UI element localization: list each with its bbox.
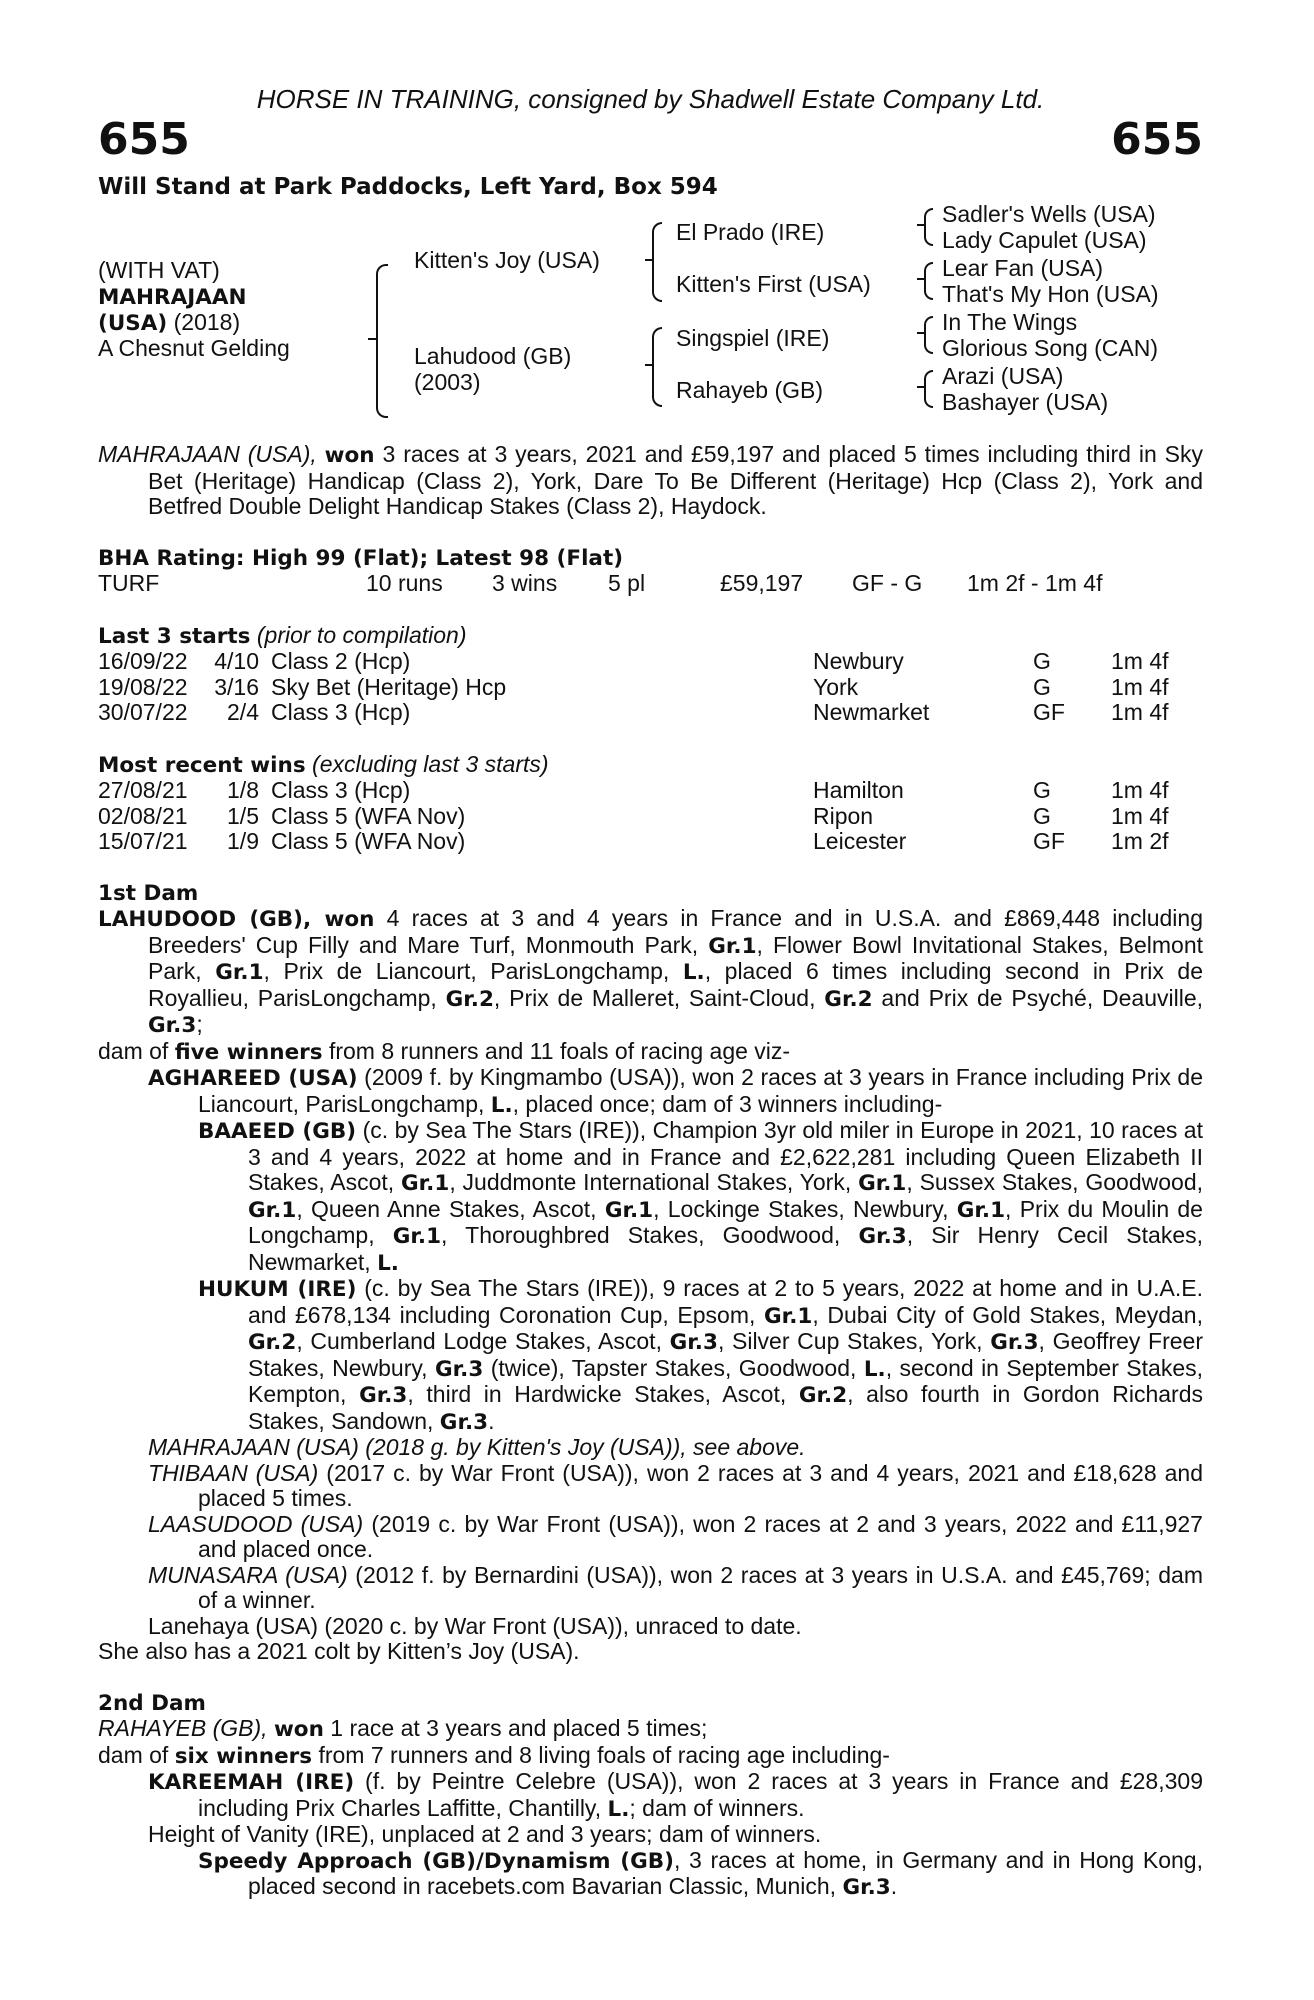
produce-text: ; dam of winners.	[629, 1794, 805, 1821]
win-race: Class 5 (WFA Nov)	[271, 802, 466, 829]
runs: 10 runs	[366, 570, 443, 596]
last-3-note: (prior to compilation)	[256, 621, 467, 648]
race-summary	[98, 441, 1204, 520]
pedigree-brace	[376, 264, 388, 418]
recent-wins-heading	[98, 752, 1203, 779]
grade-label: Gr.3	[359, 1383, 408, 1408]
start-distance: 1m 4f	[1111, 699, 1169, 725]
start-position: 4/10	[214, 648, 259, 674]
listed-label: L.	[490, 1092, 513, 1118]
horse-name	[98, 284, 247, 311]
start-race: Class 2 (Hcp)	[271, 648, 411, 674]
last-3-heading	[98, 623, 1203, 650]
second-dam-text: 1 race at 3 years and placed 5 times;	[323, 1715, 708, 1741]
produce-text: (twice), Tapster Stakes, Goodwood,	[483, 1354, 864, 1381]
dam-of-text: dam of	[98, 1037, 175, 1064]
produce-mahrajaan	[148, 1434, 1203, 1461]
sire-sire: El Prado (IRE)	[676, 219, 825, 245]
first-dam-section	[98, 881, 1203, 1665]
dd-brace-tick	[917, 386, 925, 388]
win-race: Class 3 (Hcp)	[271, 777, 411, 803]
listed-label: L.	[607, 1796, 630, 1822]
dam-sire-dam: Glorious Song (CAN)	[942, 335, 1159, 361]
produce-name: BAAEED (GB)	[198, 1119, 357, 1144]
produce-text: , Geoffrey Freer Stakes, Newbury,	[248, 1328, 1203, 1381]
listed-label: L.	[863, 1356, 886, 1382]
produce-text: (f. by Peintre Celebre (USA)), won 2 races at 3 years in France and £28,309 including Prix Charles Laffitte, Chantilly,	[198, 1768, 1203, 1821]
distance: 1m 2f - 1m 4f	[967, 570, 1103, 596]
grade-label: Gr.1	[764, 1303, 813, 1329]
sire: Kitten's Joy (USA)	[414, 247, 600, 273]
first-dam-heading: 1st Dam	[98, 880, 199, 906]
produce-text: .	[488, 1407, 495, 1434]
start-position: 3/16	[214, 673, 259, 700]
prize: £59,197	[720, 570, 804, 596]
rating-section	[98, 546, 1203, 597]
table-row	[98, 778, 1203, 804]
turf-record	[98, 571, 1203, 597]
vat-label: (WITH VAT)	[98, 257, 220, 283]
dam-text: , Prix de Malleret, Saint-Cloud,	[493, 984, 825, 1011]
dam-of-text: from 8 runners and 11 foals of racing age viz-	[322, 1037, 791, 1064]
win-course: Ripon	[813, 802, 874, 829]
produce-text: , Thoroughbred Stakes, Goodwood,	[441, 1222, 859, 1248]
win-distance: 1m 2f	[1111, 828, 1169, 854]
win-course: Leicester	[813, 828, 907, 854]
dam-year: (2003)	[414, 369, 481, 395]
produce-name: MAHRAJAAN (USA)	[148, 1434, 359, 1460]
grade-label: Gr.3	[842, 1875, 891, 1900]
going: GF - G	[852, 570, 923, 596]
dam-text: , placed 6 times including second in Prix de Royallieu, ParisLongchamp,	[148, 958, 1204, 1011]
grade-label: Gr.2	[248, 1330, 297, 1355]
start-distance: 1m 4f	[1111, 673, 1169, 700]
table-row	[98, 829, 1203, 855]
produce-lanehaya: Lanehaya (USA) (2020 c. by War Front (USA)), unraced to date.	[148, 1612, 802, 1639]
produce-text: , Silver Cup Stakes, York,	[717, 1328, 991, 1354]
horse-name-text: MAHRAJAAN	[98, 285, 247, 310]
win-going: G	[1033, 777, 1051, 803]
produce-text: , Juddmonte International Stakes, York,	[449, 1169, 859, 1195]
dam-brace	[652, 327, 662, 407]
sire-brace-tick	[645, 259, 653, 261]
table-row	[98, 675, 1203, 701]
win-position: 1/5	[227, 802, 259, 829]
dam-dam-sire: Arazi (USA)	[942, 363, 1064, 389]
produce-text: , second in September Stakes, Kempton,	[248, 1354, 1204, 1407]
win-position: 1/8	[227, 777, 259, 803]
last-3-title: Last 3 starts	[98, 623, 251, 649]
win-going: GF	[1033, 828, 1065, 854]
produce-text: , Cumberland Lodge Stakes, Ascot,	[296, 1328, 670, 1354]
produce-baaeed	[198, 1117, 1203, 1276]
dam-text: and Prix de Psyché, Deauville,	[872, 984, 1204, 1011]
first-dam-record	[98, 905, 1204, 1039]
catalogue-page	[98, 84, 1203, 1901]
produce-thibaan	[148, 1459, 1203, 1512]
also-note: She also has a 2021 colt by Kitten’s Joy (USA).	[98, 1638, 580, 1664]
start-race: Sky Bet (Heritage) Hcp	[271, 673, 507, 700]
start-date: 19/08/22	[98, 673, 188, 700]
grade-label: Gr.2	[445, 986, 494, 1012]
produce-name: KAREEMAH (IRE)	[148, 1770, 355, 1795]
start-race: Class 3 (Hcp)	[271, 699, 411, 725]
produce-name: MUNASARA (USA)	[148, 1561, 348, 1588]
second-dam-section	[98, 1691, 1203, 1901]
win-distance: 1m 4f	[1111, 802, 1169, 829]
grade-label: Gr.1	[858, 1171, 907, 1196]
produce-height-of-vanity: Height of Vanity (IRE), unplaced at 2 and 3 years; dam of winners.	[148, 1821, 822, 1847]
dam-text: 4 races at 3 and 4 years in France and in U.S.A. and £869,448 including Breeders' Cup Filly and Mare Turf, Monmouth Park,	[148, 905, 1203, 958]
second-dam-heading: 2nd Dam	[98, 1690, 206, 1716]
summary-text: 3 races at 3 years, 2021 and £59,197 and placed 5 times including third in Sky Bet (Heritage) Handicap (Class 2), York, Dare To Be Different (Heritage) Hcp (Class 2), York and Betfred Double Delight Handicap Stakes (Class 2), Haydock.	[148, 441, 1204, 519]
grade-label: Gr.1	[215, 960, 264, 985]
ds-brace-tick	[917, 332, 925, 334]
produce-text: , Sussex Stakes, Goodwood,	[906, 1169, 1203, 1195]
ds-brace	[924, 316, 933, 354]
ss-brace	[924, 208, 933, 246]
recent-wins-note: (excluding last 3 starts)	[312, 750, 549, 777]
second-dam-produce	[98, 1743, 1203, 1770]
win-date: 02/08/21	[98, 802, 188, 829]
first-dam-produce	[98, 1039, 1203, 1066]
summary-horse-name: MAHRAJAAN (USA),	[98, 441, 317, 467]
grade-label: Gr.1	[392, 1224, 442, 1249]
produce-text: , also fourth in Gordon Richards Stakes, Sandown,	[248, 1381, 1204, 1434]
produce-munasara	[148, 1561, 1203, 1614]
dam-text: ;	[196, 1011, 203, 1037]
produce-name: AGHAREED (USA)	[148, 1066, 358, 1091]
grade-label: Gr.1	[248, 1197, 297, 1223]
produce-text: , Sir Henry Cecil Stakes, Newmarket,	[248, 1222, 1203, 1275]
surface: TURF	[98, 570, 160, 596]
win-going: G	[1033, 802, 1051, 829]
most-recent-wins	[98, 752, 1203, 855]
dd-brace	[924, 370, 933, 408]
produce-text: (c. by Sea The Stars (IRE)), Champion 3yr old miler in Europe in 2021, 10 races at 3 and 4 years, 2022 at home and in France and £2,622,281 including Queen Elizabeth II Stakes, Ascot,	[248, 1117, 1203, 1195]
produce-text: (2018 g. by Kitten's Joy (USA)), see above.	[358, 1434, 806, 1460]
grade-label: Gr.1	[708, 933, 757, 959]
win-race: Class 5 (WFA Nov)	[271, 828, 466, 854]
horse-description: A Chesnut Gelding	[98, 335, 290, 361]
lot-number-row	[98, 114, 1203, 166]
winners-count: six winners	[174, 1743, 313, 1769]
produce-text: , Prix du Moulin de Longchamp,	[248, 1195, 1203, 1248]
winners-count: five winners	[174, 1039, 323, 1065]
produce-name: THIBAAN (USA)	[148, 1459, 319, 1486]
second-dam-record	[98, 1716, 1203, 1743]
win-date: 27/08/21	[98, 777, 188, 803]
sire-sire-dam: Lady Capulet (USA)	[942, 227, 1147, 253]
grade-label: Gr.2	[824, 986, 873, 1012]
start-going: G	[1033, 648, 1051, 674]
table-row	[98, 700, 1203, 726]
start-course: Newbury	[813, 648, 904, 674]
produce-text: .	[890, 1873, 898, 1899]
start-date: 16/09/22	[98, 648, 188, 674]
start-distance: 1m 4f	[1111, 648, 1169, 674]
produce-text: (c. by Sea The Stars (IRE)), 9 races at 2 to 5 years, 2022 at home and in U.A.E. and £678,134 including Coronation Cup, Epsom,	[248, 1275, 1204, 1328]
produce-text: (2017 c. by War Front (USA)), won 2 races at 3 and 4 years, 2021 and £18,628 and placed 5 times.	[198, 1459, 1203, 1511]
win-distance: 1m 4f	[1111, 777, 1169, 803]
produce-hukum	[198, 1275, 1204, 1435]
first-dam-name: LAHUDOOD (GB), won	[98, 907, 375, 932]
listed-label: L.	[377, 1250, 399, 1276]
start-course: York	[813, 673, 859, 700]
horse-country-year	[98, 310, 240, 337]
lot-number-right: 655	[1111, 114, 1203, 165]
listed-label: L.	[682, 960, 705, 985]
start-position: 2/4	[227, 699, 259, 725]
pedigree	[98, 202, 1203, 420]
dam-text: , Prix de Liancourt, ParisLongchamp,	[263, 958, 683, 984]
produce-text: (2019 c. by War Front (USA)), won 2 races at 2 and 3 years, 2022 and £11,927 and placed once.	[198, 1510, 1203, 1562]
start-date: 30/07/22	[98, 699, 188, 725]
grade-label: Gr.1	[604, 1197, 654, 1223]
pedigree-brace-tick	[368, 338, 376, 340]
produce-text: , placed once; dam of 3 winners including-	[512, 1090, 943, 1117]
grade-label: Gr.1	[401, 1171, 450, 1196]
sd-brace	[924, 262, 933, 300]
produce-text: , third in Hardwicke Stakes, Ascot,	[407, 1381, 799, 1407]
dam-text: , Flower Bowl Invitational Stakes, Belmont Park,	[148, 931, 1203, 984]
produce-speedy-approach	[198, 1846, 1203, 1901]
second-dam-won: won	[273, 1717, 324, 1742]
consignor-line: HORSE IN TRAINING, consigned by Shadwell Estate Company Ltd.	[256, 84, 1045, 114]
sire-dam-sire: Lear Fan (USA)	[942, 255, 1104, 281]
start-course: Newmarket	[813, 699, 930, 725]
start-going: G	[1033, 673, 1051, 700]
grade-label: Gr.3	[990, 1330, 1039, 1355]
dam-sire: Singspiel (IRE)	[676, 325, 830, 351]
grade-label: Gr.3	[439, 1409, 489, 1435]
produce-text: , Dubai City of Gold Stakes, Meydan,	[812, 1301, 1203, 1328]
dam: Lahudood (GB)	[414, 343, 572, 369]
horse-year: (2018)	[173, 309, 241, 335]
produce-text: , Queen Anne Stakes, Ascot,	[296, 1195, 605, 1222]
win-course: Hamilton	[813, 777, 904, 803]
produce-text: , Lockinge Stakes, Newbury,	[653, 1195, 957, 1222]
dam-sire-sire: In The Wings	[942, 309, 1078, 335]
produce-text: (2012 f. by Bernardini (USA)), won 2 races at 3 years in U.S.A. and £45,769; dam of a winner.	[198, 1561, 1203, 1613]
produce-text: , 3 races at home, in Germany and in Hong Kong, placed second in racebets.com Bavarian Classic, Munich,	[248, 1846, 1203, 1899]
wins: 3 wins	[492, 570, 558, 596]
summary-won: won	[324, 443, 375, 468]
ss-brace-tick	[917, 224, 925, 226]
grade-label: Gr.2	[798, 1383, 848, 1408]
produce-text: (2009 f. by Kingmambo (USA)), won 2 races at 3 years in France including Prix de Liancourt, ParisLongchamp,	[198, 1064, 1203, 1117]
produce-name: LAASUDOOD (USA)	[148, 1510, 364, 1537]
recent-wins-title: Most recent wins	[98, 752, 306, 778]
sd-brace-tick	[917, 278, 925, 280]
win-position: 1/9	[227, 828, 259, 854]
dam-of-text: dam of	[98, 1741, 175, 1768]
horse-country: (USA)	[98, 311, 168, 336]
dam-dam: Rahayeb (GB)	[676, 377, 824, 403]
sire-sire-sire: Sadler's Wells (USA)	[942, 201, 1156, 227]
dam-of-text: from 7 runners and 8 living foals of racing age including-	[312, 1741, 890, 1768]
lot-number-left: 655	[98, 114, 190, 165]
produce-kareemah	[148, 1768, 1203, 1822]
second-dam-name: RAHAYEB (GB),	[98, 1715, 268, 1741]
grade-label: Gr.3	[858, 1224, 907, 1249]
start-going: GF	[1033, 699, 1065, 725]
dam-dam-dam: Bashayer (USA)	[942, 389, 1109, 415]
grade-label: Gr.3	[434, 1356, 484, 1382]
grade-label: Gr.1	[956, 1197, 1006, 1223]
produce-laasudood	[148, 1510, 1203, 1563]
bha-rating: BHA Rating: High 99 (Flat); Latest 98 (Flat)	[98, 545, 624, 571]
sire-dam-dam: That's My Hon (USA)	[942, 281, 1159, 307]
produce-name: HUKUM (IRE)	[198, 1277, 357, 1302]
table-row	[98, 649, 1203, 675]
win-date: 15/07/21	[98, 828, 188, 854]
placed: 5 pl	[608, 570, 646, 596]
produce-name: Speedy Approach (GB)/Dynamism (GB)	[198, 1848, 674, 1874]
sire-brace	[652, 222, 662, 302]
box-location: Will Stand at Park Paddocks, Left Yard, Box 594	[98, 174, 718, 200]
grade-label: Gr.3	[669, 1330, 718, 1355]
grade-label: Gr.3	[148, 1013, 197, 1038]
table-row	[98, 804, 1203, 830]
last-3-starts	[98, 623, 1203, 726]
sire-dam: Kitten's First (USA)	[676, 271, 871, 297]
produce-aghareed	[148, 1064, 1203, 1118]
dam-brace-tick	[645, 364, 653, 366]
